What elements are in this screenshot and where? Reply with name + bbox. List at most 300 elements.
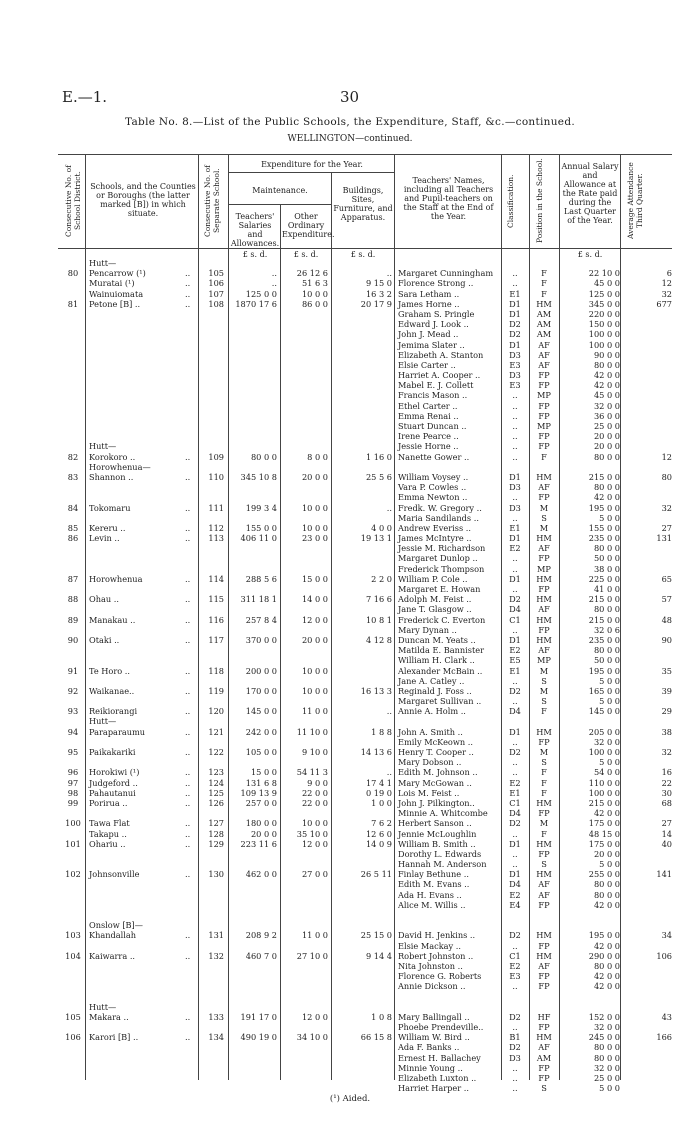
other-expenditure: 20 0 0 [301, 471, 328, 482]
school-name: Shannon .. [89, 471, 134, 482]
classification: .. [512, 390, 518, 401]
teacher-name: Emma Renai .. [398, 410, 459, 421]
teacher-name: Margaret Cunningham [398, 268, 494, 279]
other-expenditure: 12 0 0 [301, 614, 328, 625]
position: AF [538, 1042, 550, 1053]
teacher-name: James Horne .. [398, 298, 460, 309]
teacher-name: Henry T. Cooper .. [398, 747, 474, 757]
district-no: 90 [67, 634, 79, 645]
average-attendance: 12 [661, 451, 672, 462]
table-body [0, 258, 700, 1093]
position: FP [538, 380, 550, 391]
position: M [539, 818, 549, 829]
separate-no: 125 [208, 787, 224, 798]
leader-dots: .. [185, 777, 191, 788]
classification: C1 [509, 797, 521, 808]
teacher-name: Mary Dynan .. [398, 624, 457, 635]
annual-salary: 25 0 0 [593, 1073, 620, 1083]
teacher-salaries: 208 9 2 [245, 930, 277, 941]
classification: E4 [509, 899, 521, 910]
teacher-name: Frederick Thompson [398, 563, 485, 574]
buildings: 9 14 4 [365, 950, 392, 961]
other-expenditure: 86 0 0 [301, 298, 328, 309]
position: HM [536, 797, 552, 808]
average-attendance: 34 [661, 930, 672, 941]
school-name: Khandallah [89, 930, 137, 941]
district-no: 88 [67, 594, 79, 605]
table-row [0, 533, 700, 543]
annual-salary: 80 0 0 [593, 482, 620, 493]
district-no: 100 [65, 818, 81, 829]
classification: D2 [509, 594, 521, 605]
teacher-salaries: 242 0 0 [245, 726, 277, 737]
annual-salary: 22 10 0 [588, 268, 620, 279]
position: FP [538, 848, 550, 859]
teacher-name: Finlay Bethune .. [398, 869, 469, 880]
other-expenditure: 10 0 0 [301, 522, 328, 533]
other-expenditure: 35 10 0 [296, 828, 328, 839]
table-row [0, 574, 700, 584]
teacher-name: Maria Sandilands .. [398, 512, 479, 523]
classification: D1 [509, 838, 521, 849]
annual-salary: 195 0 0 [588, 930, 620, 941]
classification: D2 [509, 930, 521, 941]
separate-no: 107 [208, 288, 224, 299]
position: AF [538, 359, 550, 370]
teacher-name: Emily McKeown .. [398, 736, 473, 747]
average-attendance: 27 [661, 522, 672, 533]
leader-dots: .. [185, 614, 191, 625]
district-no: 85 [67, 522, 79, 533]
other-expenditure: 9 0 0 [307, 777, 328, 788]
position: S [541, 859, 547, 870]
teacher-name: Matilda E. Bannister [398, 645, 485, 656]
annual-salary: 80 0 0 [593, 604, 620, 615]
position: HM [536, 869, 552, 880]
district-no: 86 [67, 533, 79, 544]
position: FP [538, 492, 550, 503]
other-expenditure: 20 0 0 [301, 634, 328, 645]
position: FP [538, 410, 550, 421]
average-attendance: 12 [661, 278, 672, 289]
table-row [0, 1002, 700, 1012]
average-attendance: 48 [661, 614, 672, 625]
school-name: Hutt— [89, 1001, 117, 1012]
teacher-name: David H. Jenkins .. [398, 930, 476, 941]
buildings: 1 8 8 [371, 726, 392, 737]
teacher-salaries: 311 18 1 [240, 594, 277, 605]
separate-no: 109 [208, 451, 224, 462]
district-no: 94 [67, 726, 79, 737]
annual-salary: 5 0 0 [599, 757, 620, 768]
classification: D2 [509, 1011, 521, 1022]
teacher-name: Sara Letham .. [398, 288, 460, 299]
classification: D1 [509, 339, 521, 350]
teacher-name: Harriet A. Cooper .. [398, 370, 481, 381]
teacher-salaries: 462 0 0 [245, 869, 277, 880]
col-header-attendance: Average Attendance Third Quarter. [626, 162, 644, 240]
table-row [0, 1073, 700, 1083]
district-no: 99 [67, 797, 79, 808]
annual-salary: 100 0 0 [588, 787, 620, 798]
buildings: 9 15 0 [365, 278, 392, 289]
classification: .. [512, 410, 518, 421]
col-header-district-no: Consecutive No. of School District. [64, 165, 82, 237]
classification: C1 [509, 950, 521, 961]
table-row [0, 564, 700, 574]
classification: .. [512, 268, 518, 279]
separate-no: 116 [208, 614, 224, 625]
separate-no: 105 [208, 268, 224, 279]
classification: D1 [509, 634, 521, 645]
average-attendance: 106 [656, 950, 672, 961]
position: AF [538, 604, 550, 615]
position: M [539, 747, 549, 757]
table-row [0, 360, 700, 370]
table-row [0, 869, 700, 879]
teacher-name: Ada H. Evans .. [398, 889, 462, 900]
annual-salary: 32 0 0 [593, 1022, 620, 1033]
page-number: 30 [340, 88, 360, 106]
teacher-name: Minnie Young .. [398, 1062, 463, 1073]
annual-salary: 215 0 0 [588, 471, 620, 482]
classification: .. [512, 767, 518, 778]
annual-salary: 110 0 0 [588, 777, 620, 788]
table-row [0, 452, 700, 462]
annual-salary: 90 0 0 [593, 349, 620, 360]
teacher-salaries: 199 3 4 [245, 502, 277, 513]
teacher-name: John A. Smith .. [398, 726, 463, 737]
buildings: 1 0 8 [371, 1011, 392, 1022]
classification: E2 [509, 777, 521, 788]
annual-salary: 42 0 0 [593, 380, 620, 391]
annual-salary: 80 0 0 [593, 960, 620, 971]
teacher-name: Irene Pearce .. [398, 431, 459, 442]
leader-dots: .. [185, 767, 191, 778]
table-row [0, 380, 700, 390]
table-row [0, 1083, 700, 1093]
teacher-name: Nita Johnston .. [398, 960, 463, 971]
annual-salary: 80 0 0 [593, 543, 620, 554]
teacher-name: Elizabeth A. Stanton [398, 349, 484, 360]
other-expenditure: 10 0 0 [301, 665, 328, 676]
classification: D2 [509, 747, 521, 757]
classification: D4 [509, 879, 521, 890]
school-name: Johnsonville [89, 869, 140, 880]
other-expenditure: 11 0 0 [301, 706, 328, 717]
position: HM [536, 594, 552, 605]
position: FP [538, 1073, 550, 1083]
school-name: Horowhenua— [89, 461, 151, 472]
leader-dots: .. [185, 747, 191, 757]
classification: .. [512, 1062, 518, 1073]
school-name: Wainuiomata [89, 288, 144, 299]
average-attendance: 29 [661, 706, 672, 717]
teacher-salaries: 1870 17 6 [235, 298, 277, 309]
teacher-name: Jane A. Catley .. [398, 675, 465, 686]
school-name: Makara .. [89, 1011, 129, 1022]
other-expenditure: 10 0 0 [301, 685, 328, 696]
school-name: Takapu .. [89, 828, 127, 839]
table-row [0, 1053, 700, 1063]
table-row [0, 258, 700, 268]
annual-salary: 80 0 0 [593, 645, 620, 656]
teacher-name: Mary McGowan .. [398, 777, 472, 788]
school-name: Pencarrow (¹) [89, 268, 146, 279]
position: HM [536, 573, 552, 584]
table-row [0, 778, 700, 788]
teacher-name: Elizabeth Luxton .. [398, 1073, 477, 1083]
other-expenditure: 15 0 0 [301, 573, 328, 584]
position: FP [538, 1062, 550, 1073]
average-attendance: 6 [666, 268, 672, 279]
annual-salary: 255 0 0 [588, 869, 620, 880]
other-expenditure: 34 10 0 [296, 1032, 328, 1043]
teacher-salaries: 490 19 0 [240, 1032, 277, 1043]
col-header-sep-no: Consecutive No. of Separate School. [203, 165, 221, 237]
table-row [0, 818, 700, 828]
classification: .. [512, 757, 518, 768]
table-row [0, 1022, 700, 1032]
teacher-salaries: 180 0 0 [245, 818, 277, 829]
teacher-salaries: 131 6 8 [245, 777, 277, 788]
annual-salary: 80 0 0 [593, 1042, 620, 1053]
footnote: (¹) Aided. [329, 1094, 371, 1104]
position: FP [538, 624, 550, 635]
separate-no: 118 [208, 665, 224, 676]
table-row [0, 696, 700, 706]
annual-salary: 155 0 0 [588, 522, 620, 533]
teacher-name: Jessie Horne .. [398, 441, 459, 452]
school-name: Hutt— [89, 441, 117, 452]
annual-salary: 205 0 0 [588, 726, 620, 737]
average-attendance: 22 [661, 777, 672, 788]
position: F [541, 787, 547, 798]
teacher-name: Mabel E. J. Collett [398, 380, 474, 391]
separate-no: 114 [208, 573, 224, 584]
leader-dots: .. [185, 268, 191, 279]
teacher-salaries: 105 0 0 [245, 747, 277, 757]
buildings: 19 13 1 [360, 533, 392, 544]
annual-salary: 150 0 0 [588, 319, 620, 330]
buildings: 20 17 9 [360, 298, 392, 309]
teacher-name: Fredk. W. Gregory .. [398, 502, 482, 513]
teacher-salaries: 200 0 0 [245, 665, 277, 676]
position: AF [538, 889, 550, 900]
classification: D3 [509, 482, 521, 493]
school-name: Porirua .. [89, 797, 128, 808]
position: FP [538, 584, 550, 594]
buildings: 17 4 1 [365, 777, 392, 788]
separate-no: 113 [208, 533, 224, 544]
position: S [541, 1083, 547, 1094]
annual-salary: 165 0 0 [588, 685, 620, 696]
buildings: 26 5 11 [360, 869, 392, 880]
classification: D1 [509, 298, 521, 309]
annual-salary: 36 0 0 [593, 410, 620, 421]
table-row [0, 268, 700, 278]
table-row [0, 839, 700, 849]
annual-salary: 80 0 0 [593, 889, 620, 900]
table-row [0, 808, 700, 818]
position: M [539, 522, 549, 533]
teacher-name: Mary Ballingall .. [398, 1011, 470, 1022]
position: M [539, 665, 549, 676]
leader-dots: .. [185, 930, 191, 941]
col-header-salary: Annual Salary and Allowance at the Rate paid during the Last Quarter of the Year. [561, 162, 619, 225]
average-attendance: 141 [656, 869, 672, 880]
table-row [0, 299, 700, 309]
classification: E1 [509, 288, 521, 299]
other-expenditure: 8 0 0 [307, 451, 328, 462]
other-expenditure: 12 0 0 [301, 838, 328, 849]
school-name: Petone [B] .. [89, 298, 141, 309]
annual-salary: 32 0 0 [593, 400, 620, 411]
leader-dots: .. [185, 298, 191, 309]
annual-salary: 100 0 0 [588, 329, 620, 340]
position: FP [538, 441, 550, 452]
buildings: 66 15 8 [360, 1032, 392, 1043]
table-row [0, 492, 700, 502]
classification: D1 [509, 533, 521, 544]
col-header-names: Teachers' Names, including all Teachers and Pupil-teachers on the Staff at the End of the Year. [403, 176, 494, 221]
classification: D4 [509, 604, 521, 615]
table-row [0, 971, 700, 981]
teacher-name: Ada F. Banks .. [398, 1042, 460, 1053]
leader-dots: .. [185, 533, 191, 544]
buildings: 1 16 0 [365, 451, 392, 462]
separate-no: 132 [208, 950, 224, 961]
teacher-name: Emma Newton .. [398, 492, 468, 503]
average-attendance: 35 [661, 665, 672, 676]
annual-salary: 5 0 0 [599, 859, 620, 870]
table-row [0, 329, 700, 339]
classification: D3 [509, 349, 521, 360]
other-expenditure: 14 0 0 [301, 594, 328, 605]
position: F [541, 268, 547, 279]
separate-no: 111 [208, 502, 224, 513]
classification: .. [512, 696, 518, 707]
table-row [0, 309, 700, 319]
classification: D2 [509, 329, 521, 340]
separate-no: 128 [208, 828, 224, 839]
table-subtitle: WELLINGTON—continued. [287, 134, 413, 144]
average-attendance: 43 [661, 1011, 672, 1022]
position: S [541, 757, 547, 768]
teacher-salaries: 191 17 0 [240, 1011, 277, 1022]
other-expenditure: 9 10 0 [301, 747, 328, 757]
other-expenditure: 22 0 0 [301, 787, 328, 798]
annual-salary: 20 0 0 [593, 441, 620, 452]
buildings: 4 12 8 [365, 634, 392, 645]
col-header-buildings: Buildings, Sites, Furniture, and Apparatus. [333, 186, 393, 222]
position: M [539, 502, 549, 513]
school-name: Kaiwarra .. [89, 950, 136, 961]
separate-no: 131 [208, 930, 224, 941]
teacher-salaries: 406 11 0 [240, 533, 277, 544]
teacher-salaries: 20 0 0 [250, 828, 277, 839]
district-no: 101 [65, 838, 81, 849]
teacher-salaries: 80 0 0 [250, 451, 277, 462]
classification: E5 [509, 655, 521, 666]
separate-no: 129 [208, 838, 224, 849]
classification: .. [512, 451, 518, 462]
teacher-salaries: 288 5 6 [245, 573, 277, 584]
teacher-name: Elsie Carter .. [398, 359, 456, 370]
separate-no: 122 [208, 747, 224, 757]
school-name: Korokoro .. [89, 451, 136, 462]
teacher-name: Florence G. Roberts [398, 971, 482, 982]
table-row [0, 655, 700, 665]
leader-dots: .. [185, 594, 191, 605]
annual-salary: 5 0 0 [599, 1083, 620, 1094]
leader-dots: .. [185, 634, 191, 645]
table-row [0, 757, 700, 767]
average-attendance: 14 [661, 828, 672, 839]
classification: D1 [509, 471, 521, 482]
annual-salary: 100 0 0 [588, 339, 620, 350]
classification: .. [512, 859, 518, 870]
annual-salary: 48 15 0 [588, 828, 620, 839]
table-row [0, 441, 700, 451]
other-expenditure: 27 10 0 [296, 950, 328, 961]
school-name: Manakau .. [89, 614, 136, 625]
classification: E2 [509, 889, 521, 900]
table-row [0, 401, 700, 411]
position: MP [537, 563, 551, 574]
classification: E1 [509, 787, 521, 798]
position: HM [536, 298, 552, 309]
table-row [0, 890, 700, 900]
school-name: Karori [B] .. [89, 1032, 139, 1043]
average-attendance: 677 [656, 298, 672, 309]
header-bottom-rule [58, 248, 672, 249]
leader-dots: .. [185, 787, 191, 798]
table-row [0, 788, 700, 798]
leader-dots: .. [185, 818, 191, 829]
annual-salary: 175 0 0 [588, 838, 620, 849]
table-row [0, 390, 700, 400]
annual-salary: 54 0 0 [593, 767, 620, 778]
teacher-salaries: 109 13 9 [240, 787, 277, 798]
table-row [0, 370, 700, 380]
classification: .. [512, 421, 518, 431]
school-name: Reikiorangi [89, 706, 138, 717]
buildings: 25 15 0 [360, 930, 392, 941]
classification: E2 [509, 645, 521, 656]
school-name: Kereru .. [89, 522, 126, 533]
unit-other: £ s. d. [293, 250, 319, 259]
buildings: 16 3 2 [365, 288, 392, 299]
classification: D4 [509, 706, 521, 717]
position: HM [536, 471, 552, 482]
annual-salary: 25 0 0 [593, 421, 620, 431]
average-attendance: 27 [661, 818, 672, 829]
annual-salary: 20 0 0 [593, 431, 620, 442]
school-name: Pahautanui [89, 787, 136, 798]
position: FP [538, 940, 550, 951]
annual-salary: 42 0 0 [593, 899, 620, 910]
unit-salary: £ s. d. [577, 250, 603, 259]
annual-salary: 42 0 0 [593, 808, 620, 819]
district-no: 105 [65, 1011, 81, 1022]
position: F [541, 828, 547, 839]
average-attendance: 68 [661, 797, 672, 808]
table-row [0, 961, 700, 971]
school-name: Hutt— [89, 716, 117, 727]
classification: .. [512, 981, 518, 992]
table-row [0, 747, 700, 757]
